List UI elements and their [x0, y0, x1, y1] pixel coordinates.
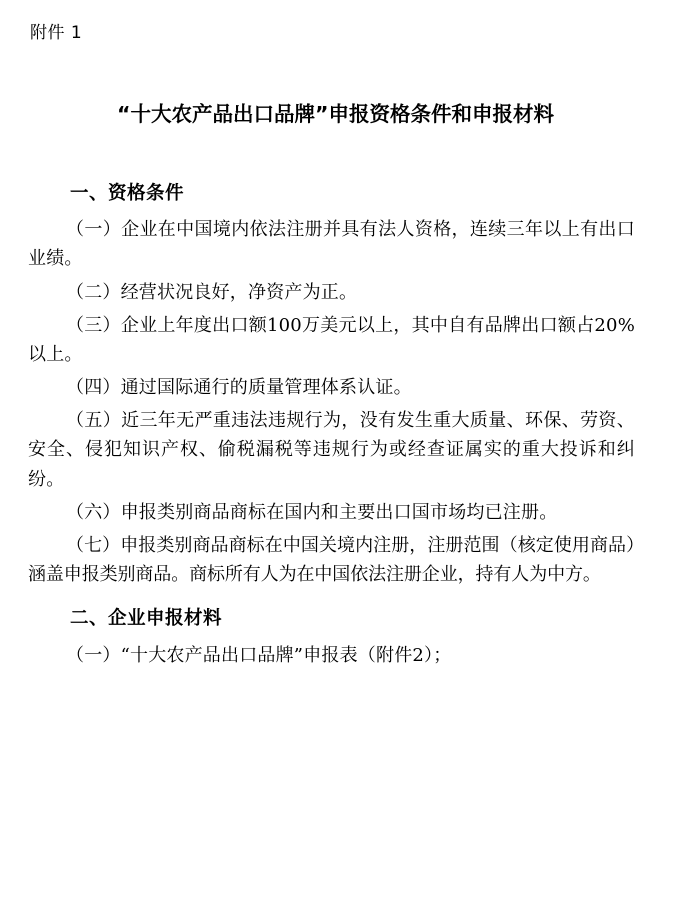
section-body-application-materials: [28, 641, 635, 670]
paragraph: （二）经营状况良好，净资产为正。: [66, 281, 358, 303]
paragraph: （一）“十大农产品出口品牌”申报表（附件2）；: [66, 644, 452, 666]
paragraph: （五）近三年无严重违法违规行为，没有发生重大质量、环保、劳资、安全、侵犯知识产权、偷税漏税等违规行为或经查证属实的重大投诉和纠纷。: [28, 410, 635, 490]
paragraph: （七）申报类别商品商标在中国关境内注册，注册范围（核定使用商品）涵盖申报类别商品。商标所有人为在中国依法注册企业，持有人为中方。: [28, 534, 635, 586]
section-heading-qualification: 一、资格条件: [70, 182, 185, 204]
paragraph: （三）企业上年度出口额100万美元以上，其中自有品牌出口额占20%以上。: [28, 314, 635, 365]
section-heading-application-materials: 二、企业申报材料: [70, 608, 223, 630]
attachment-label: 附件 1: [30, 23, 83, 43]
paragraph: （一）企业在中国境内依法注册并具有法人资格，连续三年以上有出口业绩。: [28, 219, 635, 270]
paragraph: （六）申报类别商品商标在国内和主要出口国市场均已注册。: [66, 501, 558, 523]
paragraph: （四）通过国际通行的质量管理体系认证。: [66, 377, 412, 399]
page-title: “十大农产品出口品牌”申报资格条件和申报材料: [117, 101, 554, 126]
section-body-qualification: [28, 215, 635, 589]
